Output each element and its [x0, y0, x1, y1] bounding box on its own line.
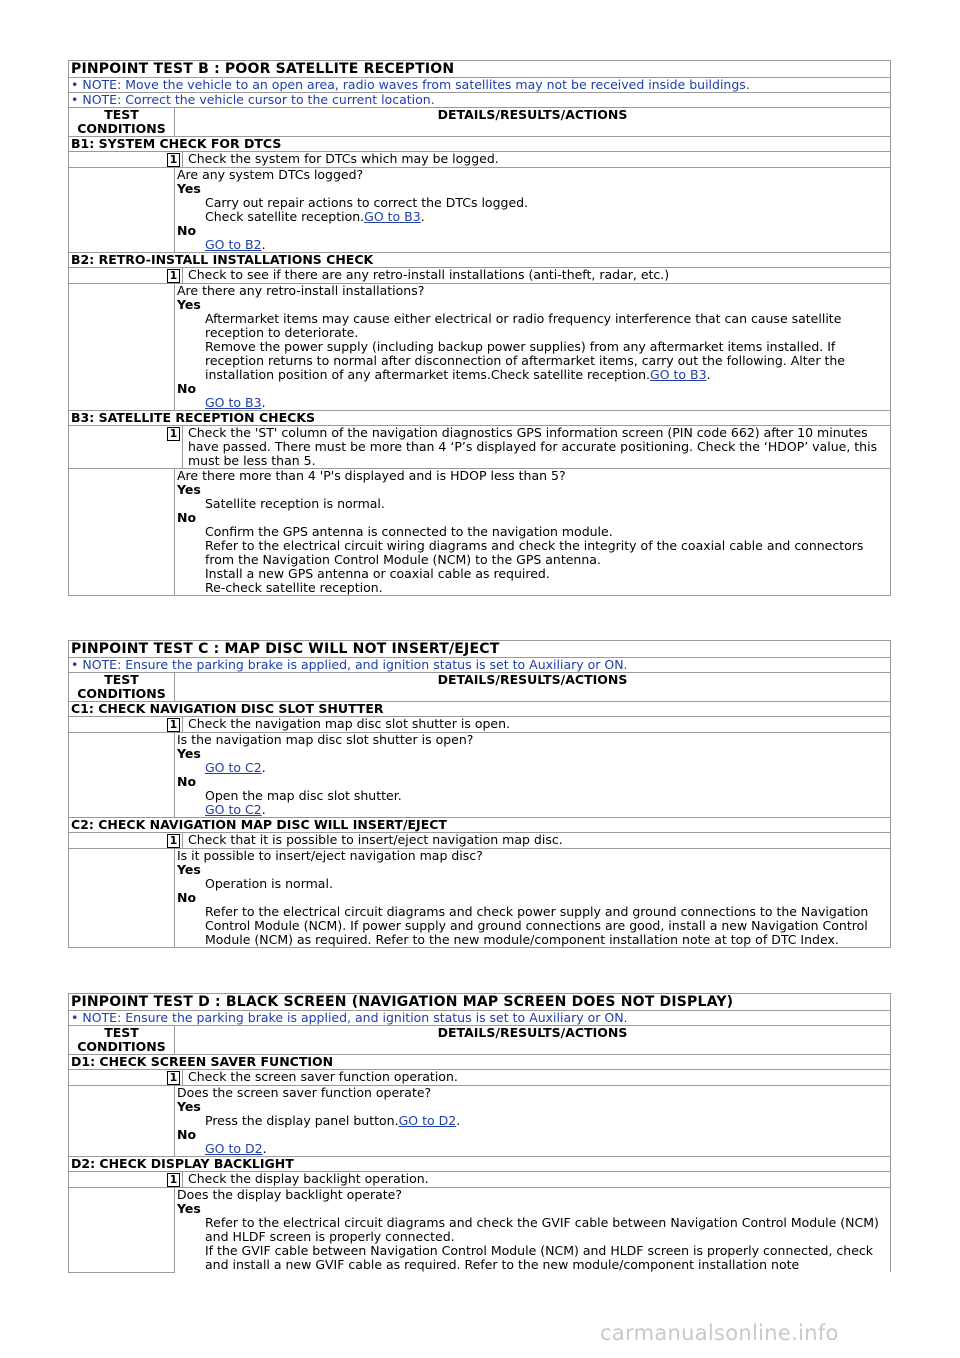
no-action: Re-check satellite reception. [205, 580, 383, 595]
step-number-box: 1 [167, 834, 180, 848]
yes-label: Yes [177, 181, 201, 196]
step-heading: D1: CHECK SCREEN SAVER FUNCTION [69, 1055, 891, 1070]
yes-label: Yes [177, 482, 201, 497]
yes-label: Yes [177, 1201, 201, 1216]
yes-action: Carry out repair actions to correct the DTCs logged. [205, 195, 529, 210]
goto-c2-link[interactable]: GO to C2 [205, 760, 262, 775]
no-label: No [177, 774, 197, 789]
pinpoint-test-c-table [68, 640, 891, 948]
step-number-box: 1 [167, 153, 180, 167]
question-text: Are any system DTCs logged? [177, 167, 364, 182]
yes-action: If the GVIF cable between Navigation Control Module (NCM) and HLDF screen is properly connected, check and install a new GVIF cable as required. Refer to the new module/component installation note [205, 1243, 874, 1272]
result-cell: Are there any retro-install installations? Yes Aftermarket items may cause either electrical or radio frequency interference that can cause satellite reception to deteriorate. Remove the power supply (including backup power supplies) from any aftermarket items installed. If reception returns to normal after disconnection of aftermarket items, carry out the following. Alter the installation position of any aftermarket items.Check satellite reception.GO to B3. No GO to B3. [175, 284, 891, 411]
check-instruction: Check the screen saver function operation. [183, 1070, 891, 1086]
step-number-box: 1 [167, 427, 180, 441]
header-details: DETAILS/RESULTS/ACTIONS [175, 108, 891, 137]
header-details: DETAILS/RESULTS/ACTIONS [175, 673, 891, 702]
step-heading: B3: SATELLITE RECEPTION CHECKS [69, 411, 891, 426]
goto-b3-link[interactable]: GO to B3 [650, 367, 707, 382]
note-text: • NOTE: Ensure the parking brake is applied, and ignition status is set to Auxiliary or ON. [69, 658, 891, 673]
header-test-conditions: TEST CONDITIONS [69, 1026, 175, 1055]
no-action: Refer to the electrical circuit wiring diagrams and check the integrity of the coaxial cable and connectors from the Navigation Control Module (NCM) to the GPS antenna. [205, 538, 864, 567]
pinpoint-test-d-table [68, 993, 891, 1273]
goto-d2-link[interactable]: GO to D2 [398, 1113, 457, 1128]
result-cell [175, 849, 891, 948]
yes-action: Refer to the electrical circuit diagrams and check the GVIF cable between Navigation Control Module (NCM) and HLDF screen is properly connected. [205, 1215, 879, 1244]
yes-action: Operation is normal. [205, 876, 333, 891]
result-cell [175, 469, 891, 596]
step-heading: B2: RETRO-INSTALL INSTALLATIONS CHECK [69, 253, 891, 268]
check-instruction: Check the display backlight operation. [183, 1172, 891, 1188]
yes-action: Satellite reception is normal. [205, 496, 385, 511]
header-test-conditions: TEST CONDITIONS [69, 673, 175, 702]
result-cell: Are any system DTCs logged? Yes Carry out repair actions to correct the DTCs logged. Check satellite reception.GO to B3. No GO to B2. [175, 168, 891, 253]
result-cell: Does the screen saver function operate? Yes Press the display panel button.GO to D2. No GO to D2. [175, 1086, 891, 1157]
check-instruction: Check that it is possible to insert/eject navigation map disc. [183, 833, 891, 849]
question-text: Is the navigation map disc slot shutter is open? [177, 732, 474, 747]
check-instruction: Check the 'ST' column of the navigation diagnostics GPS information screen (PIN code 662) after 10 minutes have passed. There must be more than 4 ‘P’s displayed for accurate positioning. Check the ‘HDOP’ value, this must be less than 5. [183, 426, 891, 469]
test-title: PINPOINT TEST C : MAP DISC WILL NOT INSERT/EJECT [69, 641, 891, 658]
yes-label: Yes [177, 1099, 201, 1114]
check-instruction: Check to see if there are any retro-install installations (anti-theft, radar, etc.) [183, 268, 891, 284]
note-text: • NOTE: Correct the vehicle cursor to the current location. [69, 93, 891, 108]
goto-b2-link[interactable]: GO to B2 [205, 237, 262, 252]
step-number-box: 1 [167, 718, 180, 732]
result-cell [175, 1188, 891, 1273]
step-heading: C2: CHECK NAVIGATION MAP DISC WILL INSERT/EJECT [69, 818, 891, 833]
yes-action: Press the display panel button. [205, 1113, 399, 1128]
pinpoint-test-b-table [68, 60, 891, 596]
question-text: Are there any retro-install installations? [177, 283, 425, 298]
question-text: Are there more than 4 'P's displayed and is HDOP less than 5? [177, 468, 566, 483]
result-cell: Is the navigation map disc slot shutter is open? Yes GO to C2. No Open the map disc slot shutter. GO to C2. [175, 733, 891, 818]
yes-action: Remove the power supply (including backup power supplies) from any aftermarket items installed. If reception returns to normal after disconnection of aftermarket items, carry out the following. Alter the installation position of any aftermarket items.Check satellite reception. [205, 339, 845, 382]
question-text: Is it possible to insert/eject navigation map disc? [177, 848, 483, 863]
step-heading: B1: SYSTEM CHECK FOR DTCS [69, 137, 891, 152]
no-action: Open the map disc slot shutter. [205, 788, 402, 803]
header-test-conditions: TEST CONDITIONS [69, 108, 175, 137]
no-action: Confirm the GPS antenna is connected to the navigation module. [205, 524, 613, 539]
yes-action: Check satellite reception. [205, 209, 365, 224]
step-heading: D2: CHECK DISPLAY BACKLIGHT [69, 1157, 891, 1172]
goto-b3-link[interactable]: GO to B3 [205, 395, 262, 410]
no-label: No [177, 890, 197, 905]
yes-label: Yes [177, 862, 201, 877]
check-instruction: Check the system for DTCs which may be logged. [183, 152, 891, 168]
note-text: • NOTE: Move the vehicle to an open area, radio waves from satellites may not be received inside buildings. [69, 78, 891, 93]
goto-b3-link[interactable]: GO to B3 [364, 209, 421, 224]
check-instruction: Check the navigation map disc slot shutter is open. [183, 717, 891, 733]
no-action: Install a new GPS antenna or coaxial cable as required. [205, 566, 550, 581]
step-heading: C1: CHECK NAVIGATION DISC SLOT SHUTTER [69, 702, 891, 717]
step-number-box: 1 [167, 269, 180, 283]
step-number-box: 1 [167, 1071, 180, 1085]
header-details: DETAILS/RESULTS/ACTIONS [175, 1026, 891, 1055]
step-number-box: 1 [167, 1173, 180, 1187]
no-label: No [177, 381, 197, 396]
question-text: Does the display backlight operate? [177, 1187, 402, 1202]
yes-action: Aftermarket items may cause either electrical or radio frequency interference that can cause satellite reception to deteriorate. [205, 311, 842, 340]
no-action: Refer to the electrical circuit diagrams and check power supply and ground connections to the Navigation Control Module (NCM). If power supply and ground connections are good, install a new Navigation Control Module (NCM) as required. Refer to the new module/component installation note at top of DTC Index. [205, 904, 869, 947]
watermark-text: carmanualsonline.info [600, 1321, 839, 1345]
test-title: PINPOINT TEST D : BLACK SCREEN (NAVIGATION MAP SCREEN DOES NOT DISPLAY) [69, 994, 891, 1011]
no-label: No [177, 223, 197, 238]
no-label: No [177, 510, 197, 525]
goto-d2-link[interactable]: GO to D2 [205, 1141, 263, 1156]
goto-c2-link[interactable]: GO to C2 [205, 802, 262, 817]
note-text: • NOTE: Ensure the parking brake is applied, and ignition status is set to Auxiliary or ON. [69, 1011, 891, 1026]
no-label: No [177, 1127, 197, 1142]
yes-label: Yes [177, 746, 201, 761]
test-title: PINPOINT TEST B : POOR SATELLITE RECEPTION [69, 61, 891, 78]
yes-label: Yes [177, 297, 201, 312]
question-text: Does the screen saver function operate? [177, 1085, 432, 1100]
